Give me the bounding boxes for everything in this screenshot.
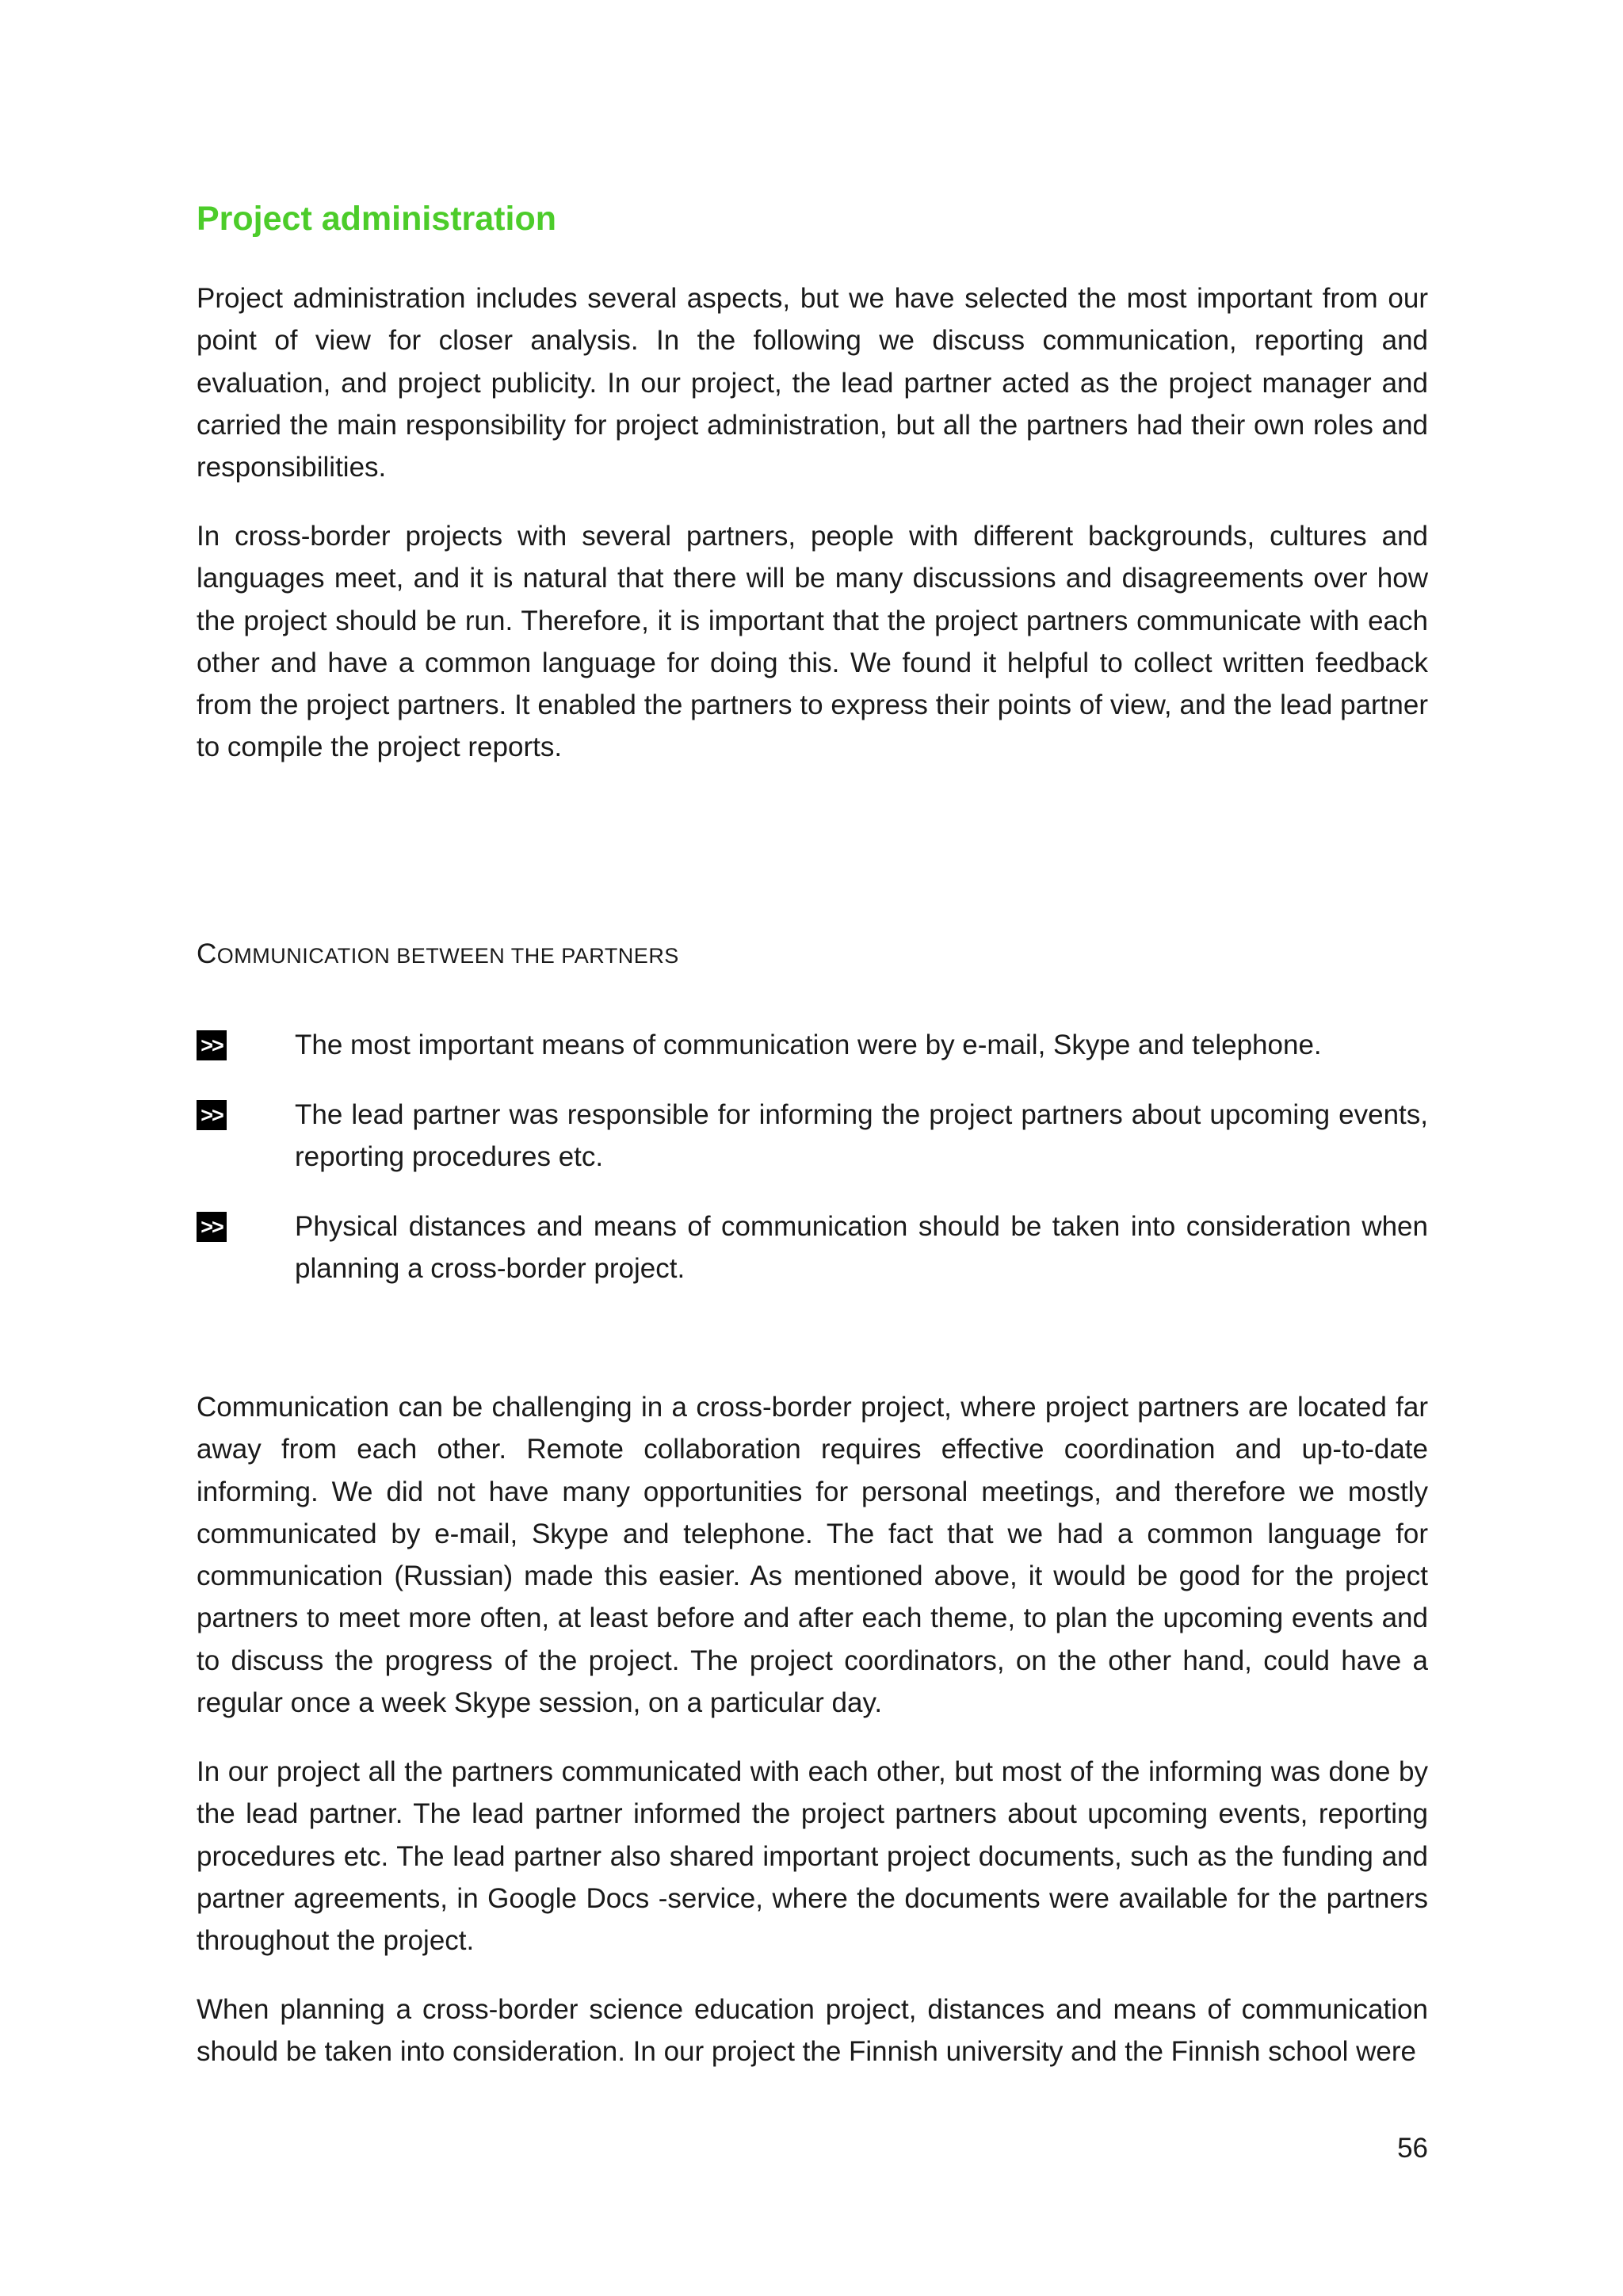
double-chevron-icon: >> bbox=[197, 1212, 227, 1242]
bullet-text: The most important means of communication were by e-mail, Skype and telephone. bbox=[295, 1030, 1322, 1060]
subsection-heading bbox=[197, 938, 679, 972]
bullet-text: The lead partner was responsible for informing the project partners about upcoming events, reporting procedures etc. bbox=[295, 1099, 1428, 1173]
bullet-text: Physical distances and means of communication should be taken into consideration when planning a cross-border project. bbox=[295, 1211, 1428, 1285]
body-paragraph-2: In our project all the partners communicated with each other, but most of the informing was done by the lead partner. The lead partner informed the project partners about upcoming events, reporting procedures etc. The lead partner also shared important project documents, such as the funding and partner agreements, in Google Docs -service, where the documents were available for the partners throughout the project. bbox=[197, 1756, 1428, 1957]
subsection-heading-rest: OMMUNICATION BETWEEN THE PARTNERS bbox=[216, 944, 679, 968]
double-chevron-icon: >> bbox=[197, 1030, 227, 1060]
page-number: 56 bbox=[1397, 2133, 1428, 2164]
body-paragraph-3: When planning a cross-border science education project, distances and means of communication should be taken into consideration. In our project the Finnish university and the Finnish school were bbox=[197, 1994, 1428, 2068]
intro-paragraph-2: In cross-border projects with several partners, people with different backgrounds, cultures and languages meet, and it is natural that there will be many discussions and disagreements over how the project should be run. Therefore, it is important that the project partners communicate with each other and have a common language for doing this. We found it helpful to collect written feedback from the project partners. It enabled the partners to express their points of view, and the lead partner to compile the project reports. bbox=[197, 521, 1428, 763]
double-chevron-icon: >> bbox=[197, 1100, 227, 1130]
body-paragraph-1: Communication can be challenging in a cross-border project, where project partners are located far away from each other. Remote collaboration requires effective coordination and up-to-date informing. We did not have many opportunities for personal meetings, and therefore we mostly communicated by e-mail, Skype and telephone. The fact that we had a common language for communication (Russian) made this easier. As mentioned above, it would be good for the project partners to meet more often, at least before and after each theme, to plan the upcoming events and to discuss the progress of the project. The project coordinators, on the other hand, could have a regular once a week Skype session, on a particular day. bbox=[197, 1392, 1428, 1719]
intro-paragraph-1: Project administration includes several aspects, but we have selected the most important from our point of view for closer analysis. In the following we discuss communication, reporting and evaluation, and project publicity. In our project, the lead partner acted as the project manager and carried the main responsibility for project administration, but all the partners had their own roles and responsibilities. bbox=[197, 283, 1428, 483]
subsection-heading-initial: C bbox=[197, 938, 217, 969]
section-heading: Project administration bbox=[197, 200, 556, 238]
document-page bbox=[197, 0, 1428, 2296]
